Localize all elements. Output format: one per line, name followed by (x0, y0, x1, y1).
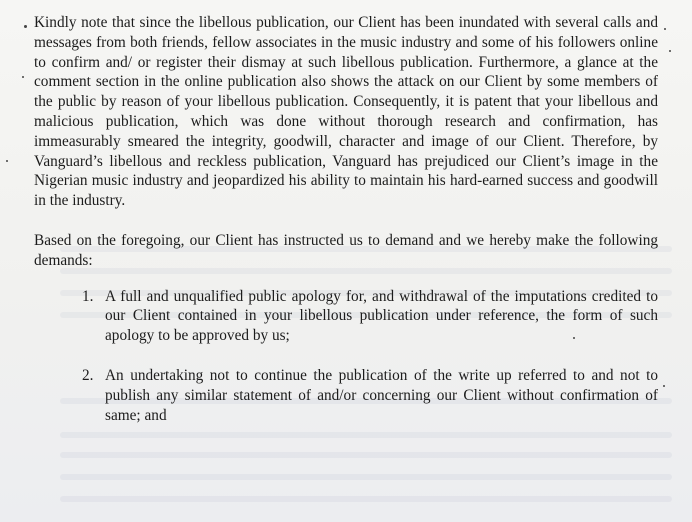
scan-speck (669, 50, 671, 52)
scan-speck (24, 25, 27, 28)
demand-number: 1. (82, 287, 94, 305)
demand-text: An undertaking not to continue the publication of the write up referred to and not to publish any similar statement of and/or concerning our Client without confirmation of same; and (105, 366, 658, 424)
scan-speck (664, 28, 666, 30)
letter-body (34, 13, 658, 425)
paragraph-impact: Kindly note that since the libellous publication, our Client has been inundated with several calls and messages from both friends, fellow associates in the music industry and some of his followers online to confirm and/ or register their dismay at such libellous publication. Furthermore, a glance at the comment section in the online publication also shows the attack on our Client by some members of the public by reason of your libellous publication. Consequently, it is patent that your libellous and malicious publication, which was done without thorough research and confirmation, has immeasurably smeared the integrity, goodwill, character and image of our Client. Therefore, by Vanguard’s libellous and reckless publication, Vanguard has prejudiced our Client’s image in the Nigerian music industry and jeopardized his ability to maintain his hard-earned success and goodwill in the industry. (34, 14, 658, 210)
paragraph-demands-intro: Based on the foregoing, our Client has instructed us to demand and we hereby make the following demands: (34, 231, 658, 269)
scan-speck (663, 385, 665, 387)
bleed-through-line (60, 452, 672, 458)
demand-text: A full and unqualified public apology for, and withdrawal of the imputations credited to our Client contained in your libellous publication under reference, the form of such apology to be approved by us; (105, 287, 658, 345)
demand-item (34, 366, 658, 425)
demand-number: 2. (82, 366, 94, 384)
bleed-through-line (60, 432, 672, 438)
demand-item (34, 287, 658, 346)
demands-list (34, 287, 658, 426)
bleed-through-line (60, 474, 672, 480)
bleed-through-line (60, 496, 672, 502)
scan-speck (22, 76, 24, 78)
scan-speck (6, 160, 8, 162)
